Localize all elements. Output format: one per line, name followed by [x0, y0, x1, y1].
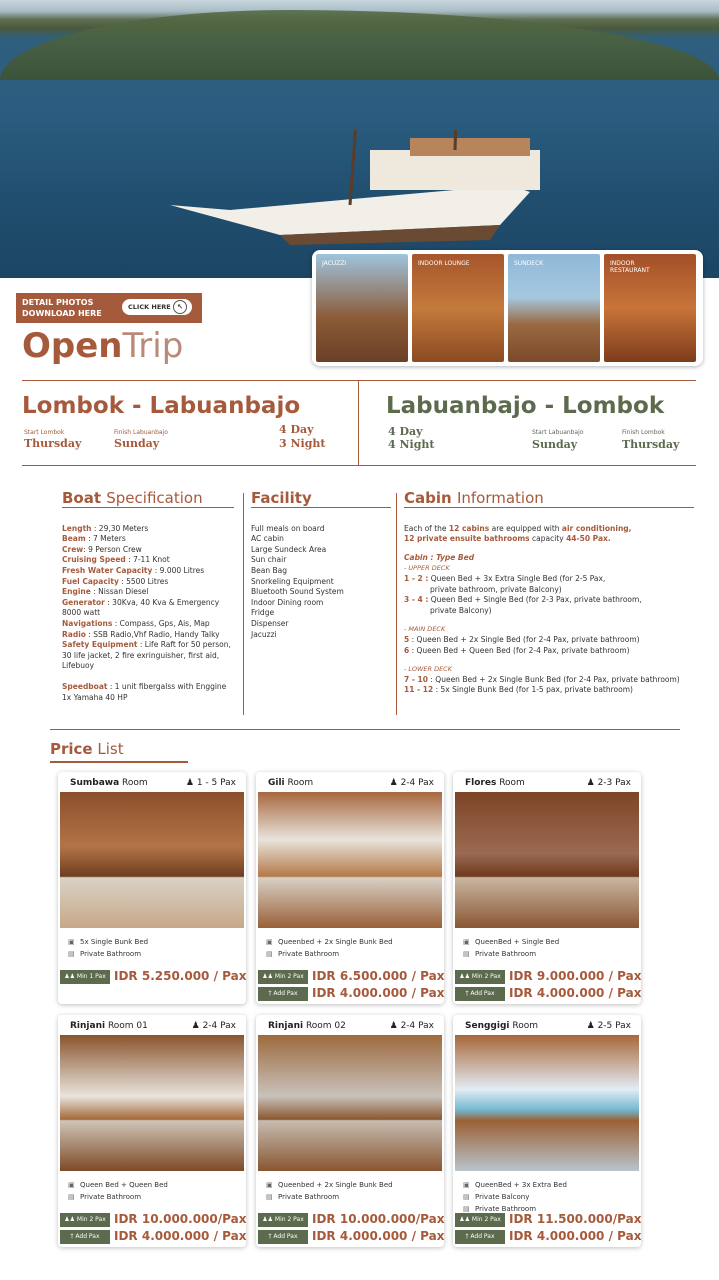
cabin-1-2: 1 - 2 : Queen Bed + 3x Extra Single Bed (for 2-5 Pax, private bathroom, private Balcony): [404, 573, 606, 594]
start-day: Sunday: [532, 438, 578, 451]
price-per-pax: IDR 9.000.000 / Pax: [509, 969, 642, 983]
add-pax-badge: † Add Pax: [60, 1230, 110, 1244]
min-pax-badge: ♟♟ Min 2 Pax: [60, 1213, 110, 1227]
min-pax-badge: ♟♟ Min 2 Pax: [455, 970, 505, 984]
thumb-indoor-restaurant[interactable]: [604, 254, 696, 362]
facility-item: Sun chair: [251, 555, 287, 565]
add-pax-badge: † Add Pax: [258, 1230, 308, 1244]
bed-icon: ▣: [463, 1181, 470, 1189]
feature-bed: Queen Bed + Queen Bed: [80, 1181, 168, 1189]
bathroom-icon: ▤: [463, 1193, 470, 1201]
price-per-pax: IDR 10.000.000/Pax: [312, 1212, 445, 1226]
nights: 3 Night: [279, 437, 326, 450]
spec-item: Generator : 30Kva, 40 Kva & Emergency 8000 watt: [62, 597, 220, 618]
facility-item: Large Sundeck Area: [251, 544, 327, 554]
click-label: CLICK HERE: [128, 303, 171, 311]
nights: 4 Night: [388, 438, 435, 451]
add-pax-price: IDR 4.000.000 / Pax: [509, 1229, 642, 1243]
spec-item: Crew: 9 Person Crew: [62, 544, 142, 554]
spec-item: Safety Equipment : Life Raft for 50 person, 30 life jacket, 2 fire exringuisher, first aid, Lifebuoy: [62, 640, 231, 671]
facility-item: Indoor Dining room: [251, 597, 324, 607]
facility-item: Dispenser: [251, 618, 289, 628]
gallery-strip: [312, 250, 703, 366]
thumb-label: INDOOR RESTAURANT: [610, 260, 650, 274]
facility-item: Fridge: [251, 608, 275, 618]
facility-item: Jacuzzi: [251, 629, 277, 639]
speedboat-spec: Speedboat : 1 unit fibergalss with Enggine 1x Yamaha 40 HP: [62, 681, 227, 702]
thumb-label: JACUZZI: [322, 260, 347, 267]
upper-deck-label: - UPPER DECK: [404, 564, 450, 573]
finish-day: Thursday: [622, 438, 680, 451]
boat-specification: [62, 489, 234, 703]
section-divider: [50, 729, 680, 730]
finish-label: Finish Lombok: [622, 429, 665, 436]
spec-item: Fresh Water Capacity : 9.000 Litres: [62, 565, 205, 575]
bathroom-icon: ▤: [266, 950, 273, 958]
room-pax: ♟ 2-4 Pax: [389, 1021, 434, 1031]
route-labuanbajo-lombok-title: Labuanbajo - Lombok: [386, 393, 665, 419]
cabin-6: 6 : Queen Bed + Queen Bed (for 2-4 Pax, private bathroom): [404, 645, 630, 655]
route-divider: [358, 381, 359, 465]
detail-line1: DETAIL PHOTOS: [22, 298, 94, 307]
facility-section: [251, 489, 391, 640]
add-pax-price: IDR 4.000.000 / Pax: [312, 986, 445, 1000]
min-pax-badge: ♟♟ Min 2 Pax: [258, 970, 308, 984]
price-list-heading: Price List: [50, 740, 124, 758]
price-per-pax: IDR 11.500.000/Pax: [509, 1212, 642, 1226]
room-photo: [258, 1035, 442, 1171]
bathroom-icon: ▤: [463, 950, 470, 958]
add-pax-price: IDR 4.000.000 / Pax: [509, 986, 642, 1000]
cabin-11-12: 11 - 12 : 5x Single Bunk Bed (for 1-5 pax, private bathroom): [404, 685, 633, 695]
start-label: Start Lombok: [24, 429, 65, 436]
person-icon: ♟: [185, 778, 197, 788]
feature-bed: 5x Single Bunk Bed: [80, 938, 149, 946]
phinisi-ship-illustration: [170, 130, 550, 250]
facility-item: AC cabin: [251, 534, 284, 544]
detail-photos-banner[interactable]: [16, 293, 202, 323]
room-photo: [455, 792, 639, 928]
person-icon: ♟: [191, 1021, 203, 1031]
column-divider: [396, 493, 397, 715]
facility-list: [251, 524, 391, 641]
room-pax: ♟ 2-4 Pax: [389, 778, 434, 788]
bed-icon: ▣: [68, 1181, 75, 1189]
spec-heading: Boat Specification: [62, 493, 234, 508]
lower-deck-label: - LOWER DECK: [404, 665, 452, 674]
room-card[interactable]: [256, 1015, 444, 1247]
cabin-heading: Cabin Information: [404, 493, 694, 508]
room-title: Gili Room: [268, 778, 314, 788]
bed-icon: ▣: [463, 938, 470, 946]
route-box: [22, 380, 696, 466]
room-title: Rinjani Room 02: [268, 1021, 346, 1031]
room-photo: [258, 792, 442, 928]
price-per-pax: IDR 5.250.000 / Pax: [114, 969, 247, 983]
finish-label: Finish Labuanbajo: [114, 429, 168, 436]
start-label: Start Labuanbajo: [532, 429, 584, 436]
spec-item: Length : 29,30 Meters: [62, 523, 149, 533]
room-pax: ♟ 2-4 Pax: [191, 1021, 236, 1031]
feature-2: Private Bathroom: [80, 950, 142, 958]
room-title: Senggigi Room: [465, 1021, 538, 1031]
price-per-pax: IDR 6.500.000 / Pax: [312, 969, 445, 983]
bathroom-icon: ▤: [68, 950, 75, 958]
person-icon: ♟: [389, 1021, 401, 1031]
add-pax-badge: † Add Pax: [455, 1230, 505, 1244]
min-pax-badge: ♟♟ Min 2 Pax: [455, 1213, 505, 1227]
cabin-information: [404, 489, 694, 696]
feature-bed: QueenBed + 3x Extra Bed: [475, 1181, 567, 1189]
add-pax-badge: † Add Pax: [455, 987, 505, 1001]
spec-item: Navigations : Compass, Gps, Ais, Map: [62, 618, 210, 628]
hero-photo: [0, 0, 719, 278]
days: 4 Day: [279, 423, 314, 436]
add-pax-badge: † Add Pax: [258, 987, 308, 1001]
feature-2: Private Bathroom: [475, 950, 537, 958]
thumb-label: SUNDECK: [514, 260, 544, 267]
room-card[interactable]: [58, 1015, 246, 1247]
bed-icon: ▣: [266, 1181, 273, 1189]
feature-2: Private Bathroom: [80, 1193, 142, 1201]
main-deck-label: - MAIN DECK: [404, 625, 446, 634]
price-per-pax: IDR 10.000.000/Pax: [114, 1212, 247, 1226]
min-pax-badge: ♟♟ Min 1 Pax: [60, 970, 110, 984]
cursor-icon: ↖: [173, 300, 187, 314]
thumb-indoor-lounge[interactable]: [412, 254, 504, 362]
add-pax-price: IDR 4.000.000 / Pax: [114, 1229, 247, 1243]
bathroom-icon: ▤: [68, 1193, 75, 1201]
column-divider: [243, 493, 244, 715]
bathroom-icon: ▤: [463, 1205, 470, 1213]
spec-list: [62, 524, 234, 672]
person-icon: ♟: [586, 778, 598, 788]
facility-item: Bean Bag: [251, 565, 287, 575]
bed-icon: ▣: [266, 938, 273, 946]
facility-heading: Facility: [251, 493, 391, 508]
open-word: Open: [22, 326, 123, 366]
feature-3: Private Bathroom: [475, 1205, 537, 1213]
feature-bed: QueenBed + Single Bed: [475, 938, 560, 946]
spec-item: Cruising Speed : 7-11 Knot: [62, 555, 170, 565]
add-pax-price: IDR 4.000.000 / Pax: [312, 1229, 445, 1243]
room-photo: [455, 1035, 639, 1171]
person-icon: ♟: [586, 1021, 598, 1031]
room-pax: ♟ 2-5 Pax: [586, 1021, 631, 1031]
detail-line2: DOWNLOAD HERE: [22, 309, 102, 318]
spec-item: Engine : Nissan Diesel: [62, 587, 149, 597]
cabin-7-10: 7 - 10 : Queen Bed + 2x Single Bunk Bed (for 2-4 Pax, private bathroom): [404, 674, 680, 684]
cabin-intro: Each of the 12 cabins are equipped with air conditioning, 12 private ensuite bathrooms capacity 44-50 Pax.: [404, 523, 632, 544]
days: 4 Day: [388, 425, 423, 438]
person-icon: ♟: [389, 778, 401, 788]
finish-day: Sunday: [114, 437, 160, 450]
thumb-sundeck[interactable]: [508, 254, 600, 362]
start-day: Thursday: [24, 437, 82, 450]
bathroom-icon: ▤: [266, 1193, 273, 1201]
facility-item: Bluetooth Sound System: [251, 587, 344, 597]
heading-underline: [50, 761, 188, 763]
feature-2: Private Bathroom: [278, 950, 340, 958]
cabin-type-title: Cabin : Type Bed: [404, 552, 475, 562]
room-card[interactable]: [256, 772, 444, 1004]
room-pax: ♟ 2-3 Pax: [586, 778, 631, 788]
feature-bed: Queenbed + 2x Single Bunk Bed: [278, 938, 393, 946]
room-photo: [60, 1035, 244, 1171]
trip-word: Trip: [122, 326, 184, 366]
spec-item: Beam : 7 Meters: [62, 534, 126, 544]
click-here-button[interactable]: [122, 299, 192, 315]
room-title: Rinjani Room 01: [70, 1021, 148, 1031]
feature-bed: Queenbed + 2x Single Bunk Bed: [278, 1181, 393, 1189]
room-title: Sumbawa Room: [70, 778, 148, 788]
spec-item: Radio : SSB Radio,Vhf Radio, Handy Talky: [62, 629, 220, 639]
feature-2: Private Bathroom: [278, 1193, 340, 1201]
thumb-label: INDOOR LOUNGE: [418, 260, 470, 267]
cabin-5: 5 : Queen Bed + 2x Single Bed (for 2-4 Pax, private bathroom): [404, 634, 640, 644]
room-card[interactable]: [453, 1015, 641, 1247]
cabin-3-4: 3 - 4 : Queen Bed + Single Bed (for 2-3 Pax, private bathroom, private Balcony): [404, 595, 642, 615]
hills: [0, 10, 719, 80]
room-pax: ♟ 1 - 5 Pax: [185, 778, 236, 788]
open-trip-title: [22, 326, 183, 366]
bed-icon: ▣: [68, 938, 75, 946]
thumb-jacuzzi[interactable]: [316, 254, 408, 362]
facility-item: Snorkeling Equipment: [251, 576, 334, 586]
feature-2: Private Balcony: [475, 1193, 530, 1201]
min-pax-badge: ♟♟ Min 2 Pax: [258, 1213, 308, 1227]
facility-item: Full meals on board: [251, 523, 325, 533]
room-card[interactable]: [58, 772, 246, 1004]
room-photo: [60, 792, 244, 928]
room-card[interactable]: [453, 772, 641, 1004]
room-title: Flores Room: [465, 778, 525, 788]
route-lombok-labuanbajo-title: Lombok - Labuanbajo: [22, 393, 301, 419]
spec-item: Fuel Capacity : 5500 Litres: [62, 576, 169, 586]
